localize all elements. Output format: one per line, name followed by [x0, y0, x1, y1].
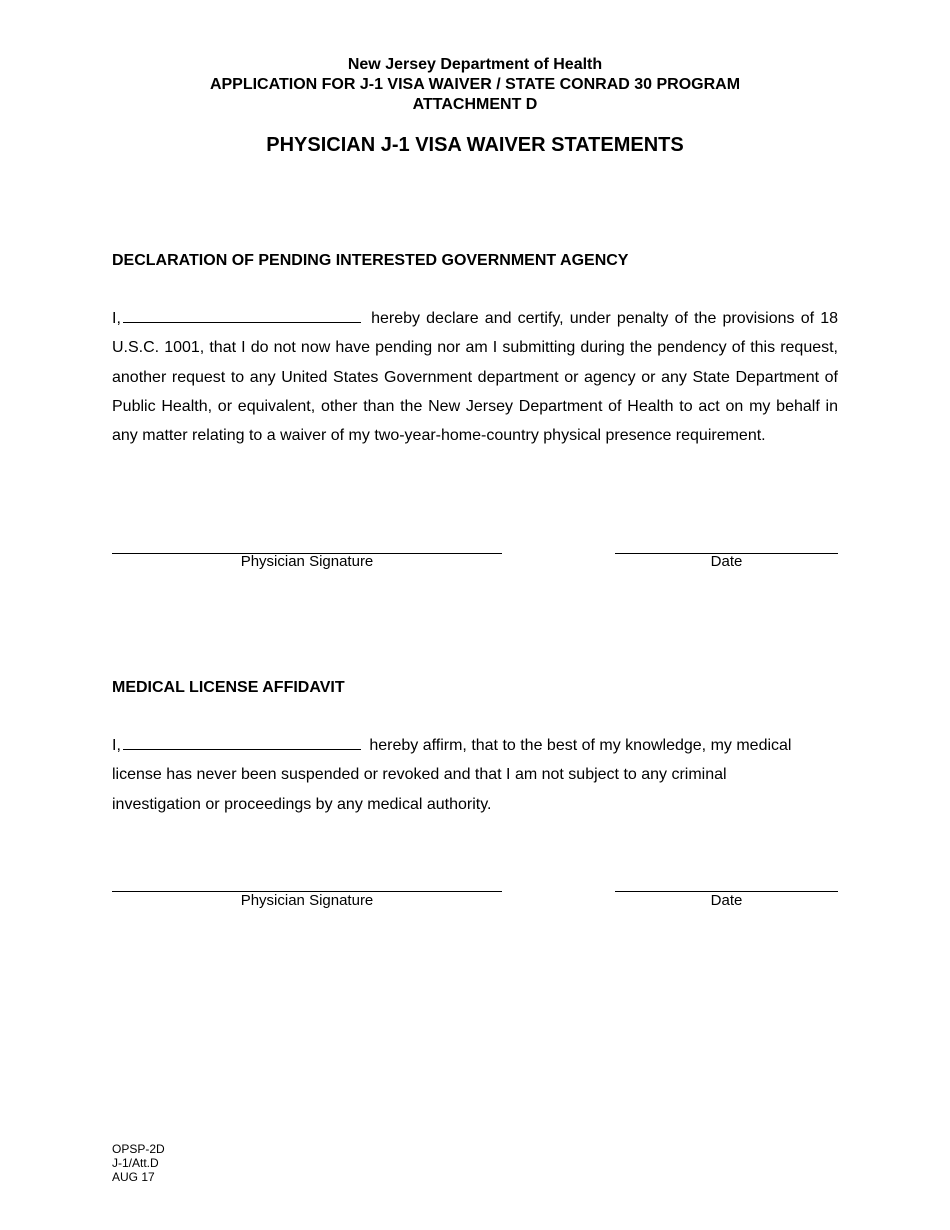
- form-number: OPSP-2D: [112, 1142, 165, 1156]
- affidavit-signature-label: Physician Signature: [240, 892, 374, 909]
- application-title: APPLICATION FOR J-1 VISA WAIVER / STATE CONRAD 30 PROGRAM: [209, 76, 741, 93]
- declaration-date-label: Date: [710, 553, 743, 570]
- affidavit-name-field[interactable]: [123, 731, 361, 750]
- attachment-label: ATTACHMENT D: [412, 96, 538, 113]
- affidavit-date-label: Date: [710, 892, 743, 909]
- affidavit-line-2: license has never been suspended or revoked and that I am not subject to any criminal: [112, 766, 727, 784]
- affidavit-heading: MEDICAL LICENSE AFFIDAVIT: [112, 679, 345, 696]
- affidavit-line-3: investigation or proceedings by any medical authority.: [112, 795, 492, 813]
- form-reference: J-1/Att.D: [112, 1156, 159, 1170]
- declaration-paragraph: [112, 304, 838, 450]
- document-title: PHYSICIAN J-1 VISA WAIVER STATEMENTS: [266, 134, 684, 156]
- declaration-prefix: I,: [112, 310, 121, 327]
- affidavit-paragraph: [112, 731, 838, 819]
- affidavit-prefix: I,: [112, 737, 121, 754]
- affidavit-line-1: I, hereby affirm, that to the best of my knowledge, my medical: [112, 731, 838, 760]
- declaration-heading: DECLARATION OF PENDING INTERESTED GOVERNMENT AGENCY: [112, 252, 629, 269]
- declaration-signature-label: Physician Signature: [240, 553, 374, 570]
- declaration-body: hereby declare and certify, under penalty of the provisions of 18 U.S.C. 1001, that I do not now have pending nor am I submitting during the pendency of this request, another request to any United States Government department or agency or any State Department of Public Health, or equivalent, other than the New Jersey Department of Health to act on my behalf in any matter relating to a waiver of my two-year-home-country physical presence requirement.: [112, 310, 838, 445]
- declaration-name-field[interactable]: [123, 304, 361, 323]
- organization-name: New Jersey Department of Health: [347, 56, 603, 73]
- form-revision: AUG 17: [112, 1170, 155, 1184]
